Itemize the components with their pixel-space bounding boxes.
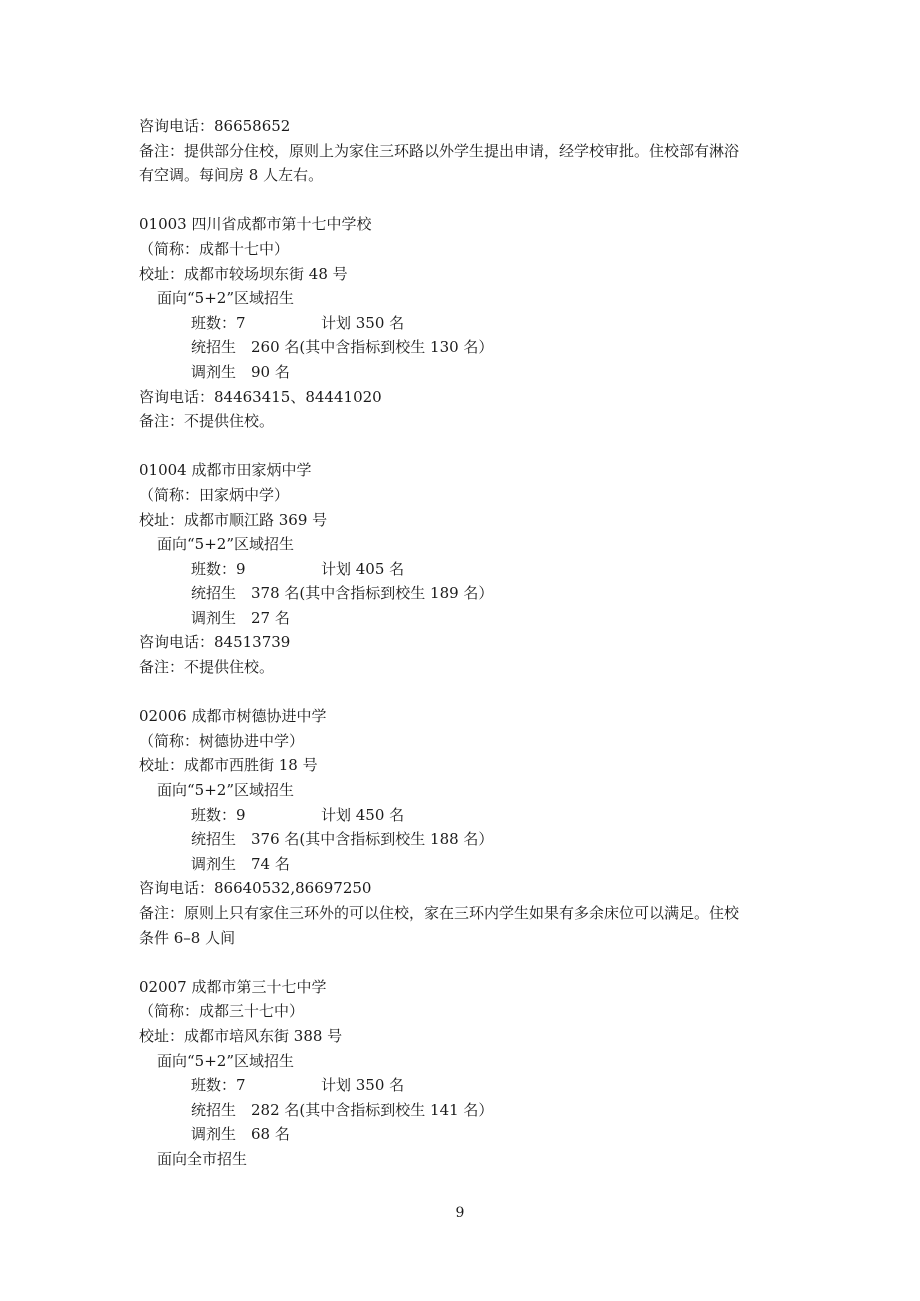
- school-classes: 班数：7: [191, 313, 246, 332]
- school-class-plan-row: [139, 557, 799, 582]
- school-unified: 统招生 376 名(其中含指标到校生 188 名）: [191, 830, 494, 849]
- school-zone: 面向“5+2”区域招生: [157, 535, 294, 554]
- school-unified: 统招生 282 名(其中含指标到校生 141 名）: [191, 1100, 494, 1119]
- school-header: 01004 成都市田家炳中学: [139, 461, 312, 480]
- school-classes: 班数：9: [191, 559, 246, 578]
- school-address: 校址：成都市西胜街 18 号: [139, 756, 318, 775]
- school-unified: 统招生 378 名(其中含指标到校生 189 名）: [191, 584, 494, 603]
- school-zone: 面向“5+2”区域招生: [157, 289, 294, 308]
- school-header: 01003 四川省成都市第十七中学校: [139, 215, 372, 234]
- school-address: 校址：成都市顺江路 369 号: [139, 510, 328, 529]
- school-plan: 计划 450 名: [321, 805, 405, 824]
- school-note-line1: 备注：原则上只有家住三环外的可以住校，家在三环内学生如果有多余床位可以满足。住校: [139, 904, 740, 922]
- school-citywide: 面向全市招生: [157, 1149, 248, 1168]
- school-short-name: （简称：成都十七中）: [139, 239, 290, 258]
- school-short-name: （简称：成都三十七中）: [139, 1002, 305, 1021]
- school-header: 02007 成都市第三十七中学: [139, 977, 327, 996]
- spacer: [139, 680, 799, 705]
- school-unified: 统招生 260 名(其中含指标到校生 130 名）: [191, 338, 494, 357]
- page-number: 9: [455, 1205, 465, 1221]
- school-adjusted: 调剂生 74 名: [191, 854, 290, 873]
- school-class-plan-row: [139, 311, 799, 336]
- school-short-name: （简称：树德协进中学）: [139, 731, 305, 750]
- school-adjusted: 调剂生 68 名: [191, 1125, 290, 1144]
- school-zone: 面向“5+2”区域招生: [157, 781, 294, 800]
- school-phone: 咨询电话：86640532,86697250: [139, 879, 372, 898]
- school-note: 备注：不提供住校。: [139, 412, 275, 431]
- school-note: 备注：不提供住校。: [139, 658, 275, 677]
- school-note-line2: 条件 6–8 人间: [139, 928, 236, 947]
- school-plan: 计划 405 名: [321, 559, 405, 578]
- school-short-name: （简称：田家炳中学）: [139, 485, 290, 504]
- school-address: 校址：成都市较场坝东街 48 号: [139, 264, 348, 283]
- school-classes: 班数：9: [191, 805, 246, 824]
- school-class-plan-row: [139, 1073, 799, 1098]
- school-phone: 咨询电话：84513739: [139, 633, 291, 652]
- page-content: [139, 114, 799, 1172]
- school-plan: 计划 350 名: [321, 1076, 405, 1095]
- school-adjusted: 调剂生 90 名: [191, 362, 290, 381]
- school-header: 02006 成都市树德协进中学: [139, 707, 327, 726]
- school-plan: 计划 350 名: [321, 313, 405, 332]
- school-adjusted: 调剂生 27 名: [191, 608, 290, 627]
- school-entry: [139, 458, 799, 679]
- intro-note-line1: 备注：提供部分住校，原则上为家住三环路以外学生提出申请，经学校审批。住校部有淋浴: [139, 141, 740, 160]
- intro-note-line2: 有空调。每间房 8 人左右。: [139, 166, 324, 185]
- school-entry: [139, 975, 799, 1172]
- spacer: [139, 434, 799, 459]
- intro-phone: 咨询电话：86658652: [139, 117, 291, 135]
- school-entry: [139, 704, 799, 950]
- school-classes: 班数：7: [191, 1076, 246, 1095]
- school-class-plan-row: [139, 803, 799, 828]
- school-phone: 咨询电话：84463415、84441020: [139, 387, 382, 406]
- spacer: [139, 188, 799, 213]
- school-zone: 面向“5+2”区域招生: [157, 1051, 294, 1070]
- spacer: [139, 950, 799, 975]
- school-address: 校址：成都市培风东街 388 号: [139, 1026, 343, 1045]
- school-entry: [139, 212, 799, 433]
